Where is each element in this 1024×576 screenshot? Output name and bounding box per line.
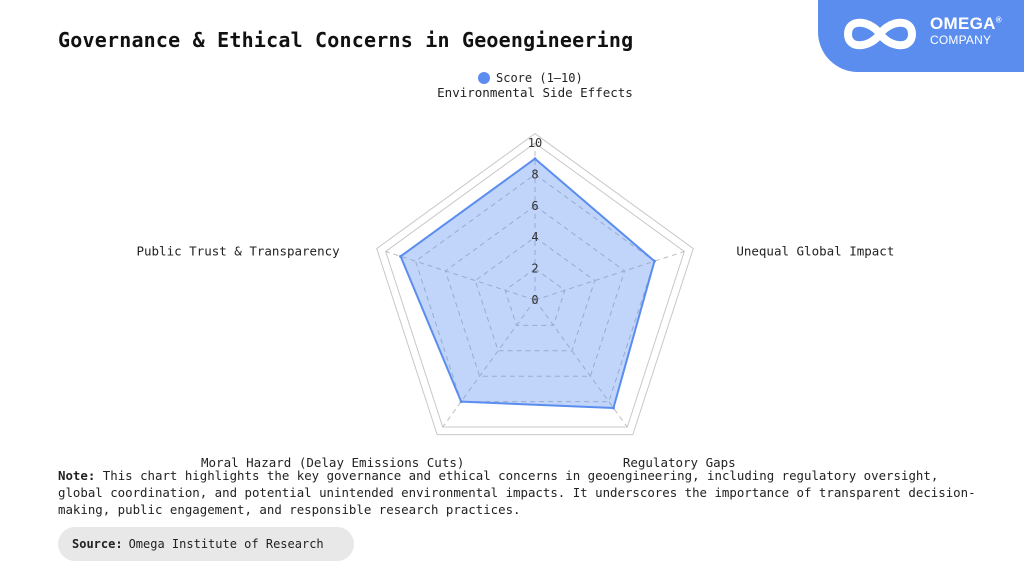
source-pill xyxy=(58,527,354,561)
logo-subtitle: COMPANY xyxy=(930,33,992,47)
data-point xyxy=(399,255,402,258)
radial-tick-label: 6 xyxy=(531,198,539,213)
chart-title: Governance & Ethical Concerns in Geoengineering xyxy=(58,28,634,52)
chart-note xyxy=(58,467,978,518)
source-label: Source: xyxy=(72,537,123,551)
axis-category-label: Regulatory Gaps xyxy=(622,455,736,470)
data-point xyxy=(653,260,656,263)
radial-tick-label: 10 xyxy=(527,136,543,150)
radial-tick-label: 4 xyxy=(531,230,539,245)
source-text: Omega Institute of Research xyxy=(128,537,324,551)
axis-category-label: Moral Hazard (Delay Emissions Cuts) xyxy=(201,455,465,470)
radial-tick-label: 0 xyxy=(531,293,539,307)
axis-category-label: Public Trust & Transparency xyxy=(136,243,340,259)
axis-category-label: Unequal Global Impact xyxy=(736,243,895,259)
radial-tick-label: 8 xyxy=(531,167,539,182)
radial-tick-label: 2 xyxy=(531,261,539,276)
note-label: Note: xyxy=(58,468,96,483)
legend-label: Score (1–10) xyxy=(496,71,583,85)
note-text: This chart highlights the key governance and ethical concerns in geoengineering, including regulatory oversight, global coordination, and potential unintended environmental impacts. It underscores the importance of transparent decision-making, public engagement, and responsible research practices. xyxy=(58,468,976,517)
registered-mark: ® xyxy=(995,15,1002,25)
logo-name: OMEGA xyxy=(930,14,996,33)
series-area xyxy=(401,159,655,408)
data-point xyxy=(612,406,615,409)
data-point xyxy=(460,400,463,403)
data-point xyxy=(534,157,537,160)
axis-category-label: Environmental Side Effects xyxy=(437,85,633,100)
